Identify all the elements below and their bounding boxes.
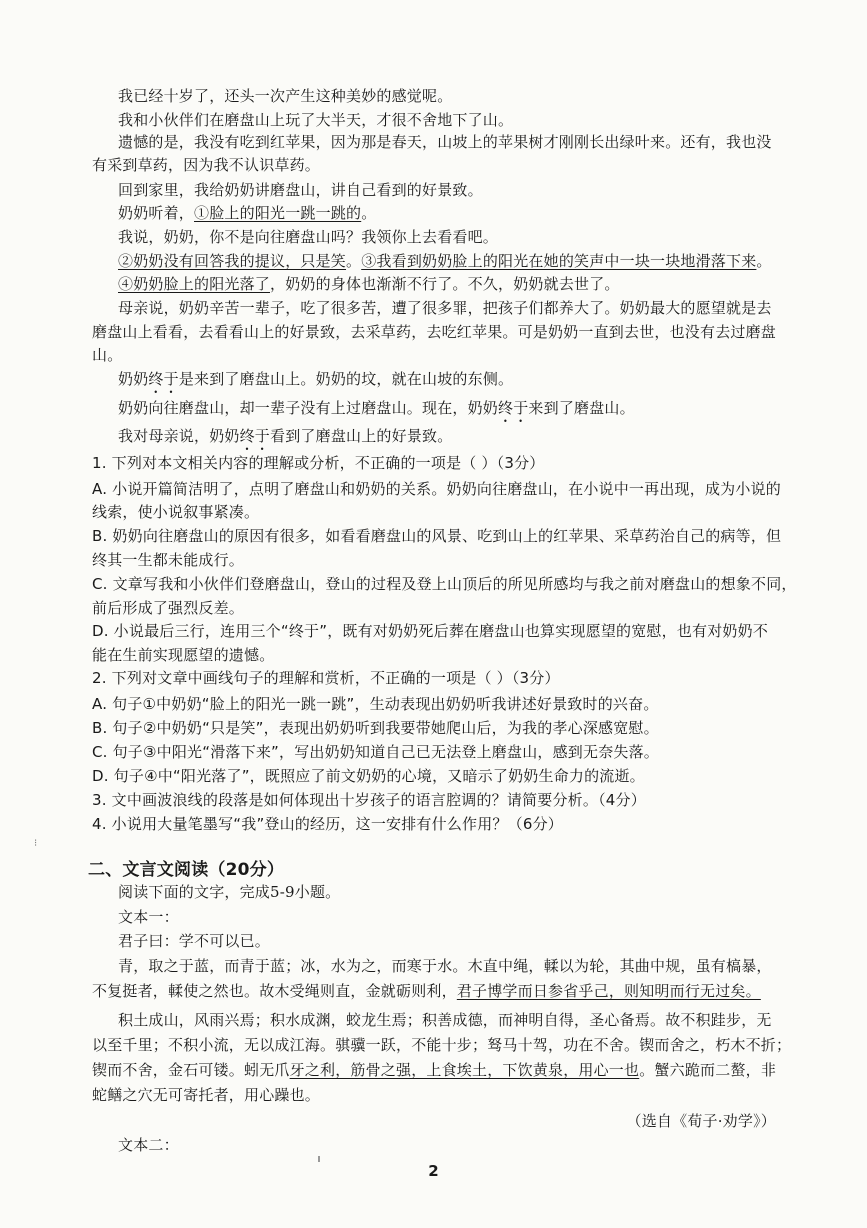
page-number: 2 <box>428 1162 439 1180</box>
section-title: 二、文言文阅读（20分） <box>88 860 285 880</box>
question-1-option-b: B. 奶奶向往磨盘山的原因有很多，如看看磨盘山的风景、吃到山上的红苹果、采草药治自己的病等，但 <box>92 527 782 545</box>
text-run: 。 <box>361 204 377 222</box>
scan-mark: ⁝ <box>34 838 38 849</box>
question-1-option-a: A. 小说开篇简洁明了，点明了磨盘山和奶奶的关系。奶奶向往磨盘山，在小说中一再出现，成为小说的 <box>92 480 781 498</box>
section-intro: 阅读下面的文字，完成5-9小题。 <box>118 883 341 901</box>
text-run: ，奶奶的身体也渐渐不行了。不久，奶奶就去世了。 <box>270 275 620 293</box>
underlined-sentence-1: ①脸上的阳光一跳一跳的 <box>194 204 362 222</box>
underlined-sentence-4: ④奶奶脸上的阳光落了 <box>118 275 271 293</box>
text-run: 我对母亲说，奶奶 <box>118 427 240 445</box>
story-paragraph: 我已经十岁了，还头一次产生这种美妙的感觉呢。 <box>118 87 453 105</box>
classical-text-line: 蛇鳝之穴无可寄托者，用心躁也。 <box>92 1086 321 1104</box>
classical-text-line <box>92 1058 782 1082</box>
text-one-label: 文本一： <box>118 908 179 926</box>
question-1-option-c: C. 文章写我和小伙伴们登磨盘山，登山的过程及登上山顶后的所见所感均与我之前对磨盘山的想象不同， <box>92 575 797 593</box>
question-3: 3. 文中画波浪线的段落是如何体现出十岁孩子的语言腔调的？请简要分析。（4分） <box>92 791 646 809</box>
story-paragraph <box>118 367 808 397</box>
question-2-option-c: C. 句子③中阳光“滑落下来”，写出奶奶知道自己已无法登上磨盘山，感到无奈失落。 <box>92 743 660 761</box>
story-paragraph: 我和小伙伴们在磨盘山上玩了大半天，才很不舍地下了山。 <box>118 111 514 129</box>
text-run: 是来到了磨盘山上。奶奶的坟，就在山坡的东侧。 <box>178 370 514 388</box>
question-1-option-d: D. 小说最后三行，连用三个“终于”，既有对奶奶死后葬在磨盘山也算实现愿望的宽慰，也有对奶奶不 <box>92 622 769 640</box>
emphasized-word: 终于 <box>498 399 529 417</box>
text-run: 。 <box>756 252 772 270</box>
emphasized-word: 终于 <box>239 427 271 445</box>
story-paragraph <box>118 424 808 454</box>
text-run: 奶奶 <box>118 370 149 388</box>
story-paragraph: 有采到草药，因为我不认识草药。 <box>92 156 321 174</box>
story-paragraph: 回到家里，我给奶奶讲磨盘山，讲自己看到的好景致。 <box>118 181 483 199</box>
emphasized-word: 终于 <box>148 370 179 388</box>
question-2-option-b: B. 句子②中奶奶“只是笑”，表现出奶奶听到我要带她爬山后，为我的孝心深感宽慰。 <box>92 719 659 737</box>
question-2-option-d: D. 句子④中“阳光落了”，既照应了前文奶奶的心境，又暗示了奶奶生命力的流逝。 <box>92 767 645 785</box>
story-paragraph: 母亲说，奶奶辛苦一辈子，吃了很多苦，遭了很多罪，把孩子们都养大了。奶奶最大的愿望就是去 <box>118 299 772 317</box>
story-paragraph <box>118 201 808 225</box>
text-run: 锲而不舍，金石可镂。蚓无爪 <box>92 1061 290 1079</box>
underlined-classical-sentence: 牙之利，筋骨之强，上食埃土，下饮黄泉，用心一也 <box>289 1061 640 1079</box>
question-2-stem: 2. 下列对文章中画线句子的理解和赏析，不正确的一项是（ ）（3分） <box>92 669 560 687</box>
question-1-option-a-cont: 线索，使小说叙事紧凑。 <box>92 503 260 521</box>
classical-text-line: 积土成山，风雨兴焉；积水成渊，蛟龙生焉；积善成德，而神明自得，圣心备焉。故不积跬步，无 <box>118 1011 772 1029</box>
source-citation: （选自《荀子·劝学》） <box>626 1112 776 1130</box>
story-paragraph: 我说，奶奶，你不是向往磨盘山吗？我领你上去看看吧。 <box>118 228 499 246</box>
question-2-option-a: A. 句子①中奶奶“脸上的阳光一跳一跳”，生动表现出奶奶听我讲述好景致时的兴奋。 <box>92 695 659 713</box>
story-paragraph <box>118 396 808 426</box>
underlined-classical-sentence: 君子博学而日参省乎己，则知明而行无过矣。 <box>456 982 761 1000</box>
underlined-sentence-3: ③我看到奶奶脸上的阳光在她的笑声中一块一块地滑落下来 <box>361 252 757 270</box>
classical-text-line: 青，取之于蓝，而青于蓝；冰，水为之，而寒于水。木直中绳，輮以为轮，其曲中规，虽有槁暴， <box>118 957 772 975</box>
underlined-sentence-2: ②奶奶没有回答我的提议，只是笑 <box>118 252 347 270</box>
question-1-option-d-cont: 能在生前实现愿望的遗憾。 <box>92 646 275 664</box>
text-run: 奶奶向往磨盘山，却一辈子没有上过磨盘山。现在，奶奶 <box>118 399 499 417</box>
story-paragraph: 遗憾的是，我没有吃到红苹果，因为那是春天，山坡上的苹果树才刚刚长出绿叶来。还有，我也没 <box>118 133 772 151</box>
text-two-label: 文本二： <box>118 1136 179 1154</box>
question-4: 4. 小说用大量笔墨写“我”登山的经历，这一安排有什么作用？（6分） <box>92 815 563 833</box>
story-paragraph <box>118 272 808 296</box>
question-1-option-c-cont: 前后形成了强烈反差。 <box>92 599 245 617</box>
story-paragraph: 磨盘山上看看，去看看山上的好景致，去采草药，去吃红苹果。可是奶奶一直到去世，也没有去过磨盘 <box>92 323 777 341</box>
question-1-option-b-cont: 终其一生都未能成行。 <box>92 551 245 569</box>
classical-text-line <box>92 979 782 1003</box>
classical-text-line: 以至千里；不积小流，无以成江海。骐骥一跃，不能十步；驽马十驾，功在不舍。锲而舍之，朽木不折； <box>92 1036 792 1054</box>
story-paragraph: 山。 <box>92 346 123 364</box>
text-run: 来到了磨盘山。 <box>528 399 635 417</box>
text-run: 不复挺者，輮使之然也。故木受绳则直，金就砺则利， <box>92 982 457 1000</box>
classical-text-line: 君子曰：学不可以已。 <box>118 932 271 950</box>
text-run: 看到了磨盘山上的好景致。 <box>270 427 453 445</box>
text-run: 。 <box>346 252 362 270</box>
question-1-stem: 1. 下列对本文相关内容的理解或分析，不正确的一项是（ ）（3分） <box>92 454 545 472</box>
text-run: 。蟹六跪而二螯，非 <box>639 1061 777 1079</box>
story-paragraph <box>118 249 808 273</box>
text-run: 奶奶听着， <box>118 204 195 222</box>
